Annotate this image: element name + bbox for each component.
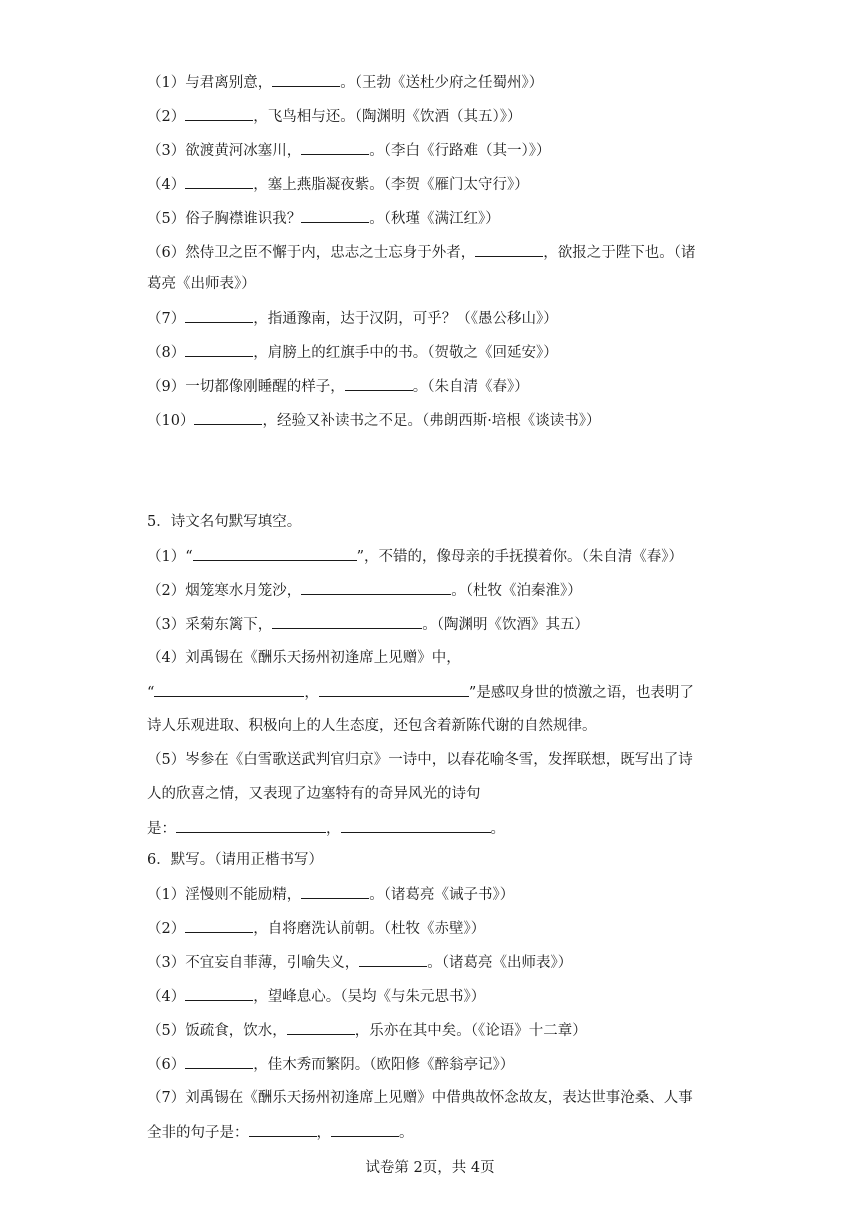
item-source: ，飞鸟相与还。（陶渊明《饮酒（其五）》） bbox=[253, 109, 522, 125]
item-text: ， bbox=[326, 821, 341, 837]
q5-item-5c bbox=[147, 818, 505, 839]
item-text: （1）“ bbox=[147, 549, 193, 565]
answer-blank[interactable] bbox=[193, 546, 357, 561]
item-source: 。（杜牧《泊秦淮》） bbox=[451, 583, 582, 599]
item-text: （5）俗子胸襟谁识我？ bbox=[147, 211, 302, 227]
answer-blank[interactable] bbox=[185, 308, 253, 323]
q5-item-4c: 诗人乐观进取、积极向上的人生态度，还包含着新陈代谢的自然规律。 bbox=[147, 718, 597, 734]
item-source: 。（诸葛亮《诫子书》） bbox=[369, 887, 515, 903]
answer-blank[interactable] bbox=[249, 1122, 317, 1137]
item-source: ，自将磨洗认前朝。（杜牧《赤壁》） bbox=[253, 921, 486, 937]
answer-blank[interactable] bbox=[341, 818, 491, 833]
q5-item-2 bbox=[147, 580, 582, 601]
item-text: （2） bbox=[147, 109, 186, 125]
item-text: （4） bbox=[147, 177, 186, 193]
q5-item-1 bbox=[147, 546, 683, 567]
item-text: ， bbox=[316, 1125, 331, 1141]
item-source: ，欲报之于陛下也。（诸 bbox=[543, 245, 696, 261]
item-text: 全非的句子是： bbox=[147, 1125, 249, 1141]
item-source: 。（诸葛亮《出师表》） bbox=[427, 955, 573, 971]
q5-item-5a: （5）岑参在《白雪歌送武判官归京》一诗中，以春花喻冬雪，发挥联想，既写出了诗 bbox=[147, 752, 693, 768]
item-text: （5）饭疏食，饮水， bbox=[147, 1023, 287, 1039]
item-text: （6）然侍卫之臣不懈于内，忠志之士忘身于外者， bbox=[147, 245, 476, 261]
answer-blank[interactable] bbox=[272, 614, 422, 629]
answer-blank[interactable] bbox=[301, 580, 451, 595]
item-text: （1）淫慢则不能励精， bbox=[147, 887, 302, 903]
q6-item-7a: （7）刘禹锡在《酬乐天扬州初逢席上见赠》中借典故怀念故友，表达世事沧桑、人事 bbox=[147, 1090, 693, 1106]
answer-blank[interactable] bbox=[154, 682, 304, 697]
answer-blank[interactable] bbox=[185, 1054, 253, 1069]
item-text: （2） bbox=[147, 921, 186, 937]
answer-blank[interactable] bbox=[359, 952, 427, 967]
q4-item-6-continued bbox=[147, 274, 256, 294]
q6-title: 6．默写。（请用正楷书写） bbox=[147, 852, 323, 868]
item-source: ，指通豫南，达于汉阴，可乎？（《愚公移山》） bbox=[253, 311, 558, 327]
answer-blank[interactable] bbox=[185, 918, 253, 933]
q6-item-1 bbox=[147, 884, 514, 905]
item-text: （10） bbox=[147, 413, 195, 429]
item-source: 葛亮《出师表》） bbox=[147, 276, 256, 292]
item-text: （3）不宜妄自菲薄，引喻失义， bbox=[147, 955, 360, 971]
item-source: ”，不错的，像母亲的手抚摸着你。（朱自清《春》） bbox=[356, 549, 684, 565]
answer-blank[interactable] bbox=[176, 818, 326, 833]
answer-blank[interactable] bbox=[475, 242, 543, 257]
q4-item-7 bbox=[147, 308, 558, 329]
answer-blank[interactable] bbox=[194, 410, 262, 425]
q5-item-5b: 人的欣喜之情，又表现了边塞特有的奇异风光的诗句 bbox=[147, 786, 481, 802]
q4-item-10 bbox=[147, 410, 601, 431]
answer-blank[interactable] bbox=[331, 1122, 399, 1137]
q5-title: 5．诗文名句默写填空。 bbox=[147, 514, 302, 530]
q6-item-3 bbox=[147, 952, 572, 973]
q4-item-6 bbox=[147, 242, 695, 263]
item-source: ，望峰息心。（吴均《与朱元思书》） bbox=[253, 989, 486, 1005]
q5-item-3 bbox=[147, 614, 589, 635]
answer-blank[interactable] bbox=[301, 208, 369, 223]
item-source: ，佳木秀而繁阴。（欧阳修《醉翁亭记》） bbox=[253, 1057, 515, 1073]
page-footer: 试卷第 2页，共 4页 bbox=[365, 1160, 495, 1176]
q4-item-4 bbox=[147, 174, 529, 195]
item-text: “ bbox=[147, 685, 155, 701]
q6-item-2 bbox=[147, 918, 485, 939]
item-source: 。（秋瑾《满江红》） bbox=[369, 211, 500, 227]
item-text: （6） bbox=[147, 1057, 186, 1073]
answer-blank[interactable] bbox=[185, 986, 253, 1001]
item-text: （7） bbox=[147, 311, 186, 327]
item-text: （2）烟笼寒水月笼沙， bbox=[147, 583, 302, 599]
item-text: （3）采菊东篱下， bbox=[147, 617, 273, 633]
item-source: ，肩膀上的红旗手中的书。（贺敬之《回延安》） bbox=[253, 345, 558, 361]
answer-blank[interactable] bbox=[272, 72, 340, 87]
answer-blank[interactable] bbox=[345, 376, 413, 391]
item-source: 。（朱自清《春》） bbox=[412, 379, 529, 395]
item-source: ，塞上燕脂凝夜紫。（李贺《雁门太守行》） bbox=[253, 177, 529, 193]
item-text: （8） bbox=[147, 345, 186, 361]
answer-blank[interactable] bbox=[185, 174, 253, 189]
answer-blank[interactable] bbox=[185, 106, 253, 121]
answer-blank[interactable] bbox=[301, 140, 369, 155]
item-source: ，经验又补读书之不足。（弗朗西斯·培根《谈读书》） bbox=[262, 413, 601, 429]
item-source: 。（陶渊明《饮酒》其五） bbox=[422, 617, 589, 633]
item-text: ”是感叹身世的愤激之语，也表明了 bbox=[468, 685, 694, 701]
q4-item-9 bbox=[147, 376, 529, 397]
q6-item-5 bbox=[147, 1020, 587, 1041]
item-text: 。 bbox=[490, 821, 505, 837]
answer-blank[interactable] bbox=[287, 1020, 355, 1035]
answer-blank[interactable] bbox=[319, 682, 469, 697]
item-text: ， bbox=[304, 685, 319, 701]
q5-item-4b bbox=[147, 682, 694, 703]
q4-item-1 bbox=[147, 72, 543, 93]
item-text: （1）与君离别意， bbox=[147, 75, 273, 91]
q6-item-6 bbox=[147, 1054, 514, 1075]
item-text: 是： bbox=[147, 821, 176, 837]
item-text: （9）一切都像刚睡醒的样子， bbox=[147, 379, 345, 395]
answer-blank[interactable] bbox=[301, 884, 369, 899]
item-text: 。 bbox=[399, 1125, 414, 1141]
q4-item-2 bbox=[147, 106, 521, 127]
item-source: 。（李白《行路难（其一）》） bbox=[369, 143, 551, 159]
item-text: （4） bbox=[147, 989, 186, 1005]
q5-item-4a: （4）刘禹锡在《酬乐天扬州初逢席上见赠》中， bbox=[147, 650, 461, 666]
item-text: （3）欲渡黄河冰塞川， bbox=[147, 143, 302, 159]
item-source: 。（王勃《送杜少府之任蜀州》） bbox=[340, 75, 544, 91]
item-source: ，乐亦在其中矣。（《论语》十二章） bbox=[354, 1023, 587, 1039]
answer-blank[interactable] bbox=[185, 342, 253, 357]
q4-item-3 bbox=[147, 140, 550, 161]
q6-item-7b bbox=[147, 1122, 414, 1143]
q4-item-8 bbox=[147, 342, 558, 363]
q4-item-5 bbox=[147, 208, 500, 229]
q6-item-4 bbox=[147, 986, 485, 1007]
